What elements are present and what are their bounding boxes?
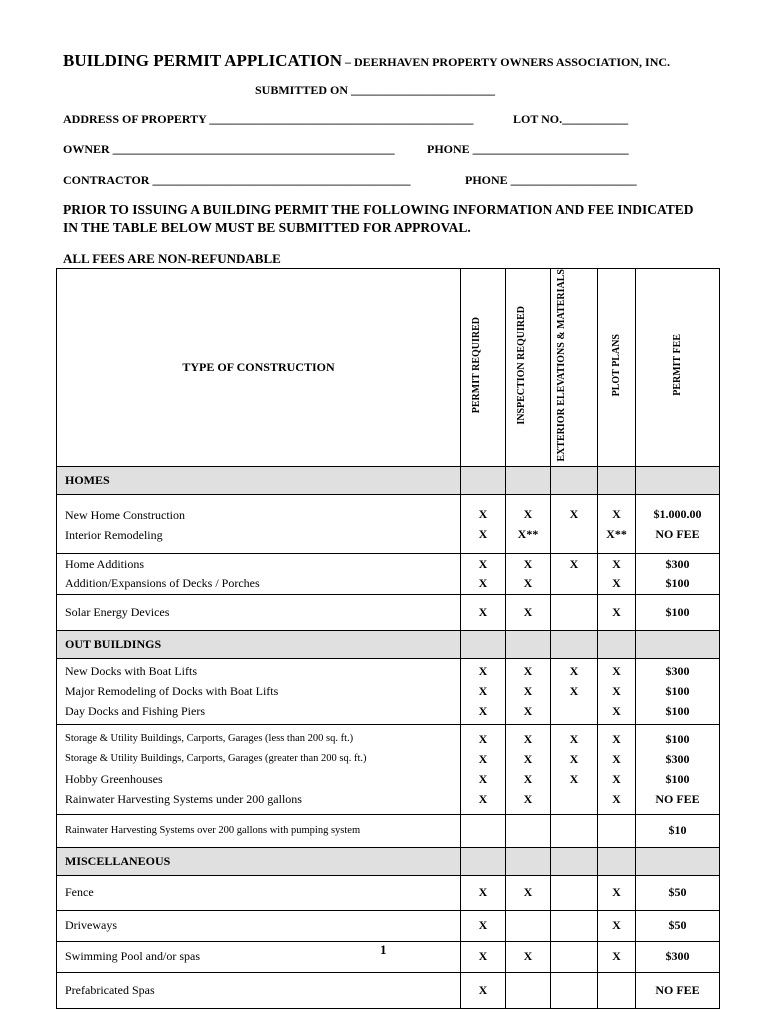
row-type: New Home Construction (65, 507, 185, 522)
plot-mark: X (612, 556, 621, 571)
submitted-on-field[interactable]: SUBMITTED ON ________________________ (255, 83, 496, 97)
owner-phone-field[interactable]: PHONE __________________________ (427, 142, 629, 156)
row-type: Major Remodeling of Docks with Boat Lifts (65, 684, 279, 699)
fee-value: $100 (665, 684, 690, 699)
plot-mark: X (612, 732, 621, 747)
row-type: Hobby Greenhouses (65, 772, 163, 787)
table-row-group-homes-1 (57, 494, 720, 553)
exterior-mark: X (569, 506, 579, 521)
plot-mark: X (612, 772, 621, 787)
permit-mark: X (478, 506, 488, 521)
form-title-main: BUILDING PERMIT APPLICATION (63, 51, 342, 70)
row-type: Interior Remodeling (65, 527, 163, 542)
permit-mark (461, 814, 506, 847)
table-row (57, 941, 720, 972)
col-header-permit (461, 269, 506, 467)
contractor-field[interactable]: CONTRACTOR ___________________________________________ (63, 173, 411, 187)
fee-value: $300 (665, 664, 690, 679)
plot-mark: X** (606, 526, 627, 541)
inspection-mark: X (523, 664, 533, 679)
table-header-row (57, 269, 720, 467)
exterior-mark (551, 524, 597, 544)
table-row (57, 594, 720, 630)
contractor-phone-field[interactable]: PHONE _____________________ (465, 173, 637, 187)
exterior-mark (551, 875, 598, 910)
row-type: Rainwater Harvesting Systems over 200 gallons with pumping system (57, 814, 461, 847)
lot-field[interactable]: LOT NO.___________ (513, 112, 629, 126)
plot-mark: X (612, 506, 621, 521)
permit-mark: X (478, 792, 488, 807)
fee-value: $300 (665, 752, 690, 767)
table-row-group-homes-2 (57, 553, 720, 594)
row-type: New Docks with Boat Lifts (65, 664, 197, 679)
inspection-mark: X (523, 704, 533, 719)
fee-value: $50 (636, 910, 720, 941)
inspection-mark: X** (517, 526, 539, 541)
plot-mark: X (612, 752, 621, 767)
row-type: Storage & Utility Buildings, Carports, Garages (greater than 200 sq. ft.) (65, 753, 367, 765)
fee-value: $100 (636, 594, 720, 630)
inspection-mark: X (523, 684, 533, 699)
plot-mark (598, 814, 636, 847)
section-label: OUT BUILDINGS (57, 630, 461, 658)
col-header-exterior-label: EXTERIOR ELEVATIONS & MATERIALS (556, 269, 567, 462)
col-header-plot (598, 269, 636, 467)
row-type: Prefabricated Spas (57, 972, 461, 1008)
exterior-mark: X (569, 732, 579, 747)
permit-mark: X (478, 732, 488, 747)
exterior-mark (551, 701, 597, 721)
section-row-outbuildings (57, 630, 720, 658)
permit-mark: X (478, 526, 488, 541)
plot-mark: X (598, 875, 636, 910)
fee-value: $1.000.00 (653, 506, 702, 521)
inspection-mark: X (523, 732, 533, 747)
exterior-mark (551, 789, 597, 809)
fee-value: $100 (665, 772, 690, 787)
row-type: Solar Energy Devices (57, 594, 461, 630)
row-type: Home Additions (65, 556, 145, 571)
inspection-mark: X (523, 575, 533, 590)
exterior-mark: X (569, 556, 579, 571)
fee-value: NO FEE (636, 972, 720, 1008)
permit-mark: X (461, 594, 506, 630)
row-type: Fence (57, 875, 461, 910)
inspection-mark: X (523, 792, 533, 807)
permit-mark: X (478, 684, 488, 699)
plot-mark: X (598, 594, 636, 630)
address-field[interactable]: ADDRESS OF PROPERTY ____________________________________________ (63, 112, 474, 126)
section-row-misc (57, 847, 720, 875)
table-row-group-storage (57, 724, 720, 814)
permit-mark: X (478, 575, 488, 590)
fee-value: $300 (665, 556, 690, 571)
plot-mark: X (612, 792, 621, 807)
instructions-line-1: PRIOR TO ISSUING A BUILDING PERMIT THE FOLLOWING INFORMATION AND FEE INDICATED (63, 202, 694, 217)
fee-value: $50 (636, 875, 720, 910)
fee-table (56, 268, 720, 1009)
plot-mark: X (612, 664, 621, 679)
exterior-mark: X (569, 772, 579, 787)
owner-field[interactable]: OWNER _______________________________________________ (63, 142, 395, 156)
fee-value: $10 (636, 814, 720, 847)
col-header-fee (636, 269, 720, 467)
plot-mark: X (612, 575, 621, 590)
col-header-inspection-label: INSPECTION REQUIRED (516, 305, 527, 425)
plot-mark (598, 972, 636, 1008)
permit-mark: X (478, 704, 488, 719)
instructions-line-2: IN THE TABLE BELOW MUST BE SUBMITTED FOR APPROVAL. (63, 220, 471, 235)
inspection-mark (506, 910, 551, 941)
form-title (63, 51, 670, 71)
permit-mark: X (461, 875, 506, 910)
inspection-mark: X (523, 506, 533, 521)
instructions (63, 201, 694, 237)
permit-mark: X (478, 556, 488, 571)
row-type: Swimming Pool and/or spas (57, 941, 461, 972)
page-number: 1 (380, 942, 387, 957)
fee-value: $100 (665, 732, 690, 747)
exterior-mark (551, 910, 598, 941)
plot-mark: X (612, 684, 621, 699)
row-type: Driveways (57, 910, 461, 941)
inspection-mark: X (506, 875, 551, 910)
section-label: MISCELLANEOUS (57, 847, 461, 875)
inspection-mark: X (523, 556, 533, 571)
inspection-mark (506, 814, 551, 847)
fee-value: $100 (665, 575, 690, 590)
permit-mark: X (461, 941, 506, 972)
non-refundable-notice: ALL FEES ARE NON-REFUNDABLE (63, 251, 281, 266)
inspection-mark: X (523, 752, 533, 767)
table-row (57, 910, 720, 941)
inspection-mark: X (523, 772, 533, 787)
exterior-mark (551, 972, 598, 1008)
inspection-mark: X (506, 941, 551, 972)
col-header-inspection (506, 269, 551, 467)
col-header-plot-label: PLOT PLANS (611, 334, 622, 397)
section-row-homes (57, 466, 720, 494)
table-row (57, 814, 720, 847)
fee-value: NO FEE (655, 526, 700, 541)
form-title-org: – DEERHAVEN PROPERTY OWNERS ASSOCIATION, INC. (341, 55, 671, 69)
col-header-fee-label: PERMIT FEE (672, 334, 683, 397)
row-type: Storage & Utility Buildings, Carports, Garages (less than 200 sq. ft.) (65, 733, 354, 745)
row-type: Day Docks and Fishing Piers (65, 704, 205, 719)
col-header-type: TYPE OF CONSTRUCTION (57, 269, 461, 467)
plot-mark: X (598, 941, 636, 972)
section-label: HOMES (57, 466, 461, 494)
inspection-mark: X (506, 594, 551, 630)
permit-mark: X (461, 910, 506, 941)
exterior-mark (551, 594, 598, 630)
plot-mark: X (612, 704, 621, 719)
fee-value: NO FEE (655, 792, 700, 807)
row-type: Addition/Expansions of Decks / Porches (65, 575, 260, 590)
fee-value: $100 (665, 704, 690, 719)
table-row (57, 972, 720, 1008)
permit-mark: X (461, 972, 506, 1008)
plot-mark: X (598, 910, 636, 941)
table-row (57, 875, 720, 910)
col-header-exterior (551, 269, 598, 467)
permit-mark: X (478, 664, 488, 679)
table-row-group-docks (57, 658, 720, 724)
exterior-mark: X (569, 684, 579, 699)
exterior-mark (551, 814, 598, 847)
exterior-mark: X (569, 752, 579, 767)
exterior-mark (551, 941, 598, 972)
permit-mark: X (478, 752, 488, 767)
permit-mark: X (478, 772, 488, 787)
row-type: Rainwater Harvesting Systems under 200 gallons (65, 792, 302, 807)
fee-value: $300 (636, 941, 720, 972)
exterior-mark (551, 574, 597, 593)
inspection-mark (506, 972, 551, 1008)
col-header-permit-label: PERMIT REQUIRED (471, 317, 482, 414)
exterior-mark: X (569, 664, 579, 679)
